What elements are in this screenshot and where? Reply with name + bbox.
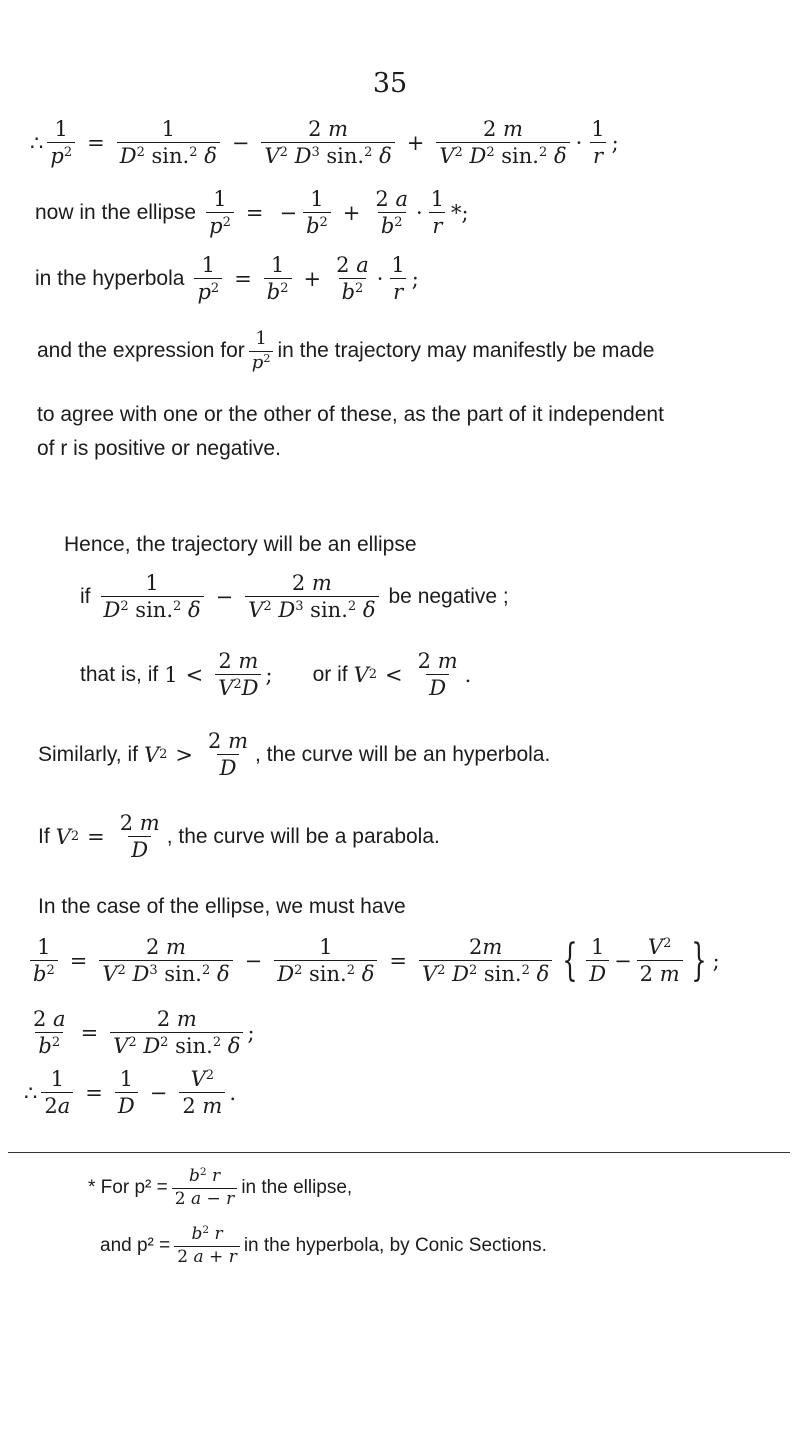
- label-or-if: or if: [312, 662, 348, 686]
- footnote-2: and p² = $\frac{b^2 r}{2 a + r}$ in the hyperbola, by Conic Sections.: [100, 1224, 547, 1267]
- equation-parabola: If V 2 = $\frac{2 m}{D}$ , the curve will be a parabola.: [38, 811, 440, 863]
- paragraph-hence: Hence, the trajectory will be an ellipse: [64, 533, 417, 556]
- label-if-cap: If: [38, 824, 50, 848]
- label-that-is: that is, if: [80, 662, 159, 686]
- equation-1: ∴ $\frac{1}{p^2}$ = $\frac{1}{D^2 \sin.^2 \delta}$ − $\frac{2 m}{V^2 D^3 \sin.^2 \delta}$ + $\frac{2 m}{V^2 D^2 \sin.^2 \delta}$ · $\frac{1}{r}$ ;: [30, 117, 619, 169]
- label-ellipse: now in the ellipse: [35, 200, 197, 224]
- page-number: 35: [372, 68, 408, 99]
- label-if: if: [80, 584, 91, 608]
- footnote-1: * For p² = $\frac{b^2 r}{2 a - r}$ in the ellipse,: [88, 1166, 353, 1209]
- footnote-1-prefix: * For p² =: [88, 1177, 168, 1199]
- equation-b-squared: $\frac{1}{b^2}$ = $\frac{2 m}{V^2 D^3 \sin.^2 \delta}$ − $\frac{1}{D^2 \sin.^2 \delta}$ = $\frac{2m}{V^2 D^2 \sin.^2 \delta}$ { $\frac{1}{D}$ − $\frac{V^2}{2 m}$ } ;: [30, 936, 720, 985]
- footnote-1-suffix: in the ellipse,: [241, 1177, 353, 1199]
- label-curve-parabola: , the curve will be a parabola.: [166, 824, 440, 848]
- label-be-negative: be negative ;: [388, 584, 509, 608]
- paragraph-expression-line1: and the expression for $\frac{1}{p^2}$ in the trajectory may manifestly be made: [37, 328, 655, 373]
- paragraph-expression-line2: to agree with one or the other of these, as the part of it independent: [37, 403, 664, 426]
- expr-text-b: in the trajectory may manifestly be made: [277, 339, 655, 363]
- footnote-rule: [8, 1152, 790, 1153]
- equation-1-over-2a: ∴ $\frac{1}{2a}$ = $\frac{1}{D}$ − $\frac{V^2}{2 m}$ .: [24, 1067, 236, 1119]
- equation-2a-over-b2: $\frac{2 a}{b^2}$ = $\frac{2 m}{V^2 D^2 \sin.^2 \delta}$ ;: [33, 1007, 255, 1059]
- expr-text-a: and the expression for: [37, 339, 245, 363]
- label-curve-hyperbola: , the curve will be an hyperbola.: [254, 742, 551, 766]
- footnote-2-suffix: in the hyperbola, by Conic Sections.: [243, 1235, 547, 1257]
- paragraph-expression-line3: of r is positive or negative.: [37, 437, 281, 460]
- equation-hyperbola: in the hyperbola $\frac{1}{p^2}$ = $\frac{1}{b^2}$ + $\frac{2 a}{b^2}$ · $\frac{1}{r}$ ;: [35, 253, 419, 305]
- paragraph-case-ellipse: In the case of the ellipse, we must have: [38, 895, 406, 918]
- footnote-2-prefix: and p² =: [100, 1235, 171, 1257]
- equation-condition: if $\frac{1}{D^2 \sin.^2 \delta}$ − $\frac{2 m}{V^2 D^3 \sin.^2 \delta}$ be negative ;: [80, 571, 509, 623]
- equation-similarly: Similarly, if V 2 > $\frac{2 m}{D}$ , the curve will be an hyperbola.: [38, 729, 551, 781]
- label-similarly: Similarly, if: [38, 742, 138, 766]
- equation-that-is: that is, if 1 < $\frac{2 m}{V^2D}$ ; or if V 2 < $\frac{2 m}{D}$ .: [80, 649, 472, 701]
- label-hyperbola: in the hyperbola: [35, 266, 185, 290]
- equation-ellipse: now in the ellipse $\frac{1}{p^2}$ = − $\frac{1}{b^2}$ + $\frac{2 a}{b^2}$ · $\frac{1}{r}$ *;: [35, 187, 469, 239]
